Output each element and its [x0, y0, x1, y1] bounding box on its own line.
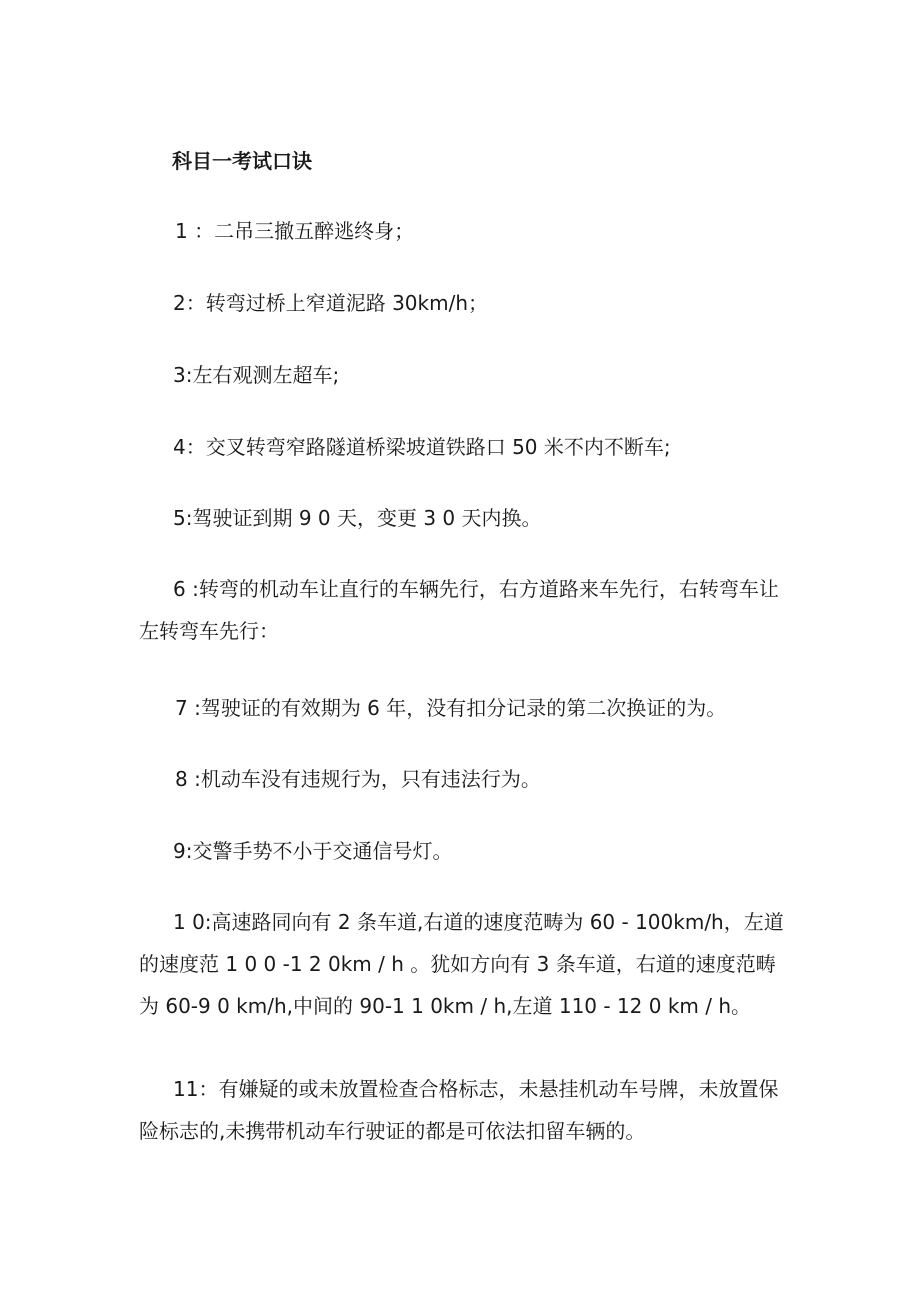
rule-item-3: 3:左右观测左超车;: [173, 363, 340, 387]
rule-item-7: 7 :驾驶证的有效期为 6 年，没有扣分记录的第二次换证的为。: [175, 696, 727, 720]
rule-item-11: 11：有嫌疑的或未放置检查合格标志，未悬挂机动车号牌，未放置保险标志的,未携带机动车行驶证的都是可依法扣留车辆的。: [139, 1077, 779, 1143]
document-title: 科目一考试口诀: [172, 149, 312, 173]
rule-item-4: 4：交叉转弯窄路隧道桥梁坡道铁路口 50 米不内不断车;: [173, 435, 671, 459]
rule-item-8: 8 :机动车没有违规行为，只有违法行为。: [175, 767, 541, 791]
rule-item-2: 2：转弯过桥上窄道泥路 30km/h；: [173, 291, 489, 315]
rule-item-9: 9:交警手势不小于交通信号灯。: [173, 839, 453, 863]
rule-item-10: 1 0:高速路同向有 2 条车道,右道的速度范畴为 60 - 100km/h，左道的速度范 1 0 0 -1 2 0km / h 。犹如方向有 3 条车道，右道的速度范畴为 60-9 0 km/h,中间的 90-1 1 0km / h,左道 110 - 12 0 km / h。: [139, 910, 784, 1018]
rule-item-5: 5:驾驶证到期 9 0 天，变更 3 0 天内换。: [173, 506, 542, 530]
rule-item-1: 1 ：二吊三撤五醉逃终身；: [175, 219, 415, 243]
rule-item-6: 6 :转弯的机动车让直行的车辆先行，右方道路来车先行，右转弯车让左转弯车先行：: [139, 577, 779, 643]
